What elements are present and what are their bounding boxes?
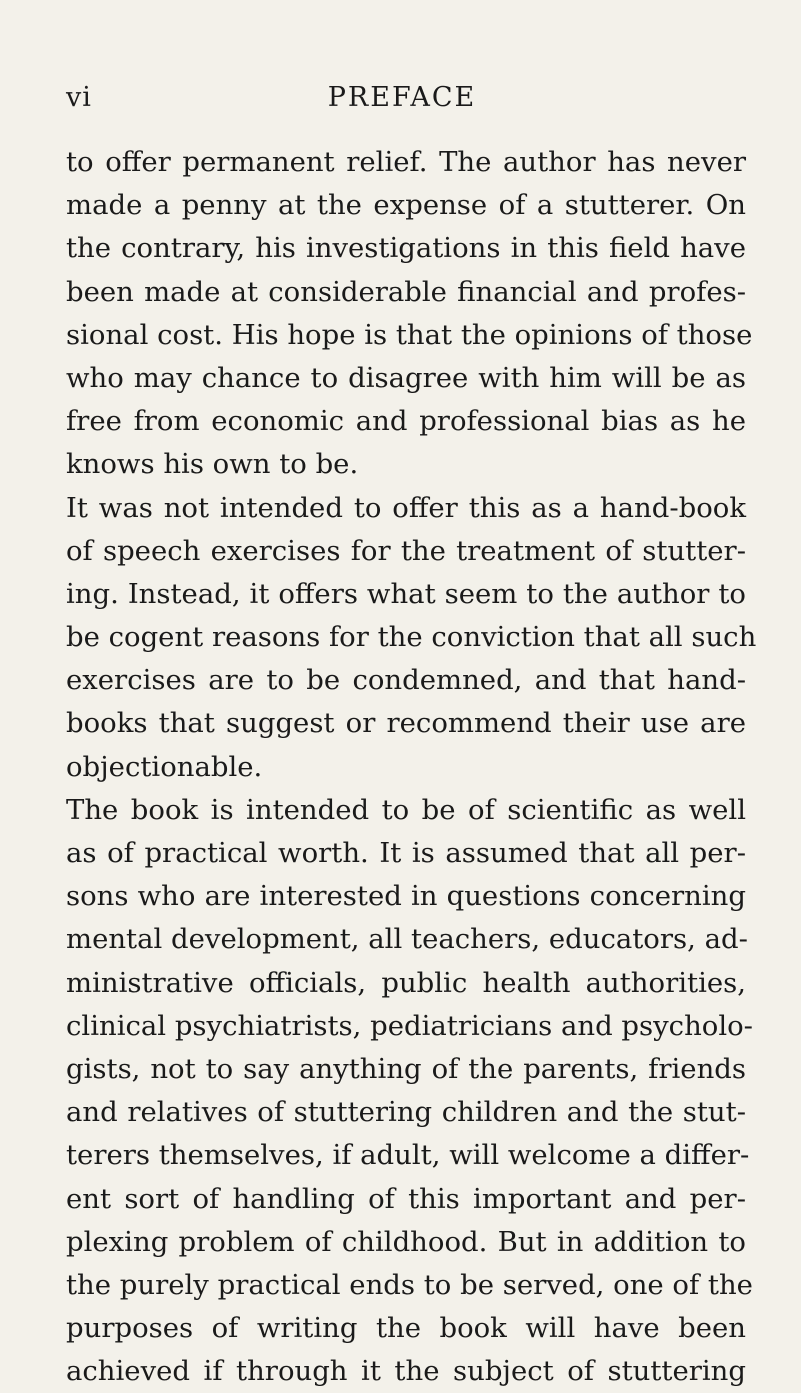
text-line: books that suggest or recommend their use are — [66, 707, 746, 740]
text-line: exercises are to be condemned, and that hand- — [66, 664, 746, 697]
page-number: vi — [66, 82, 92, 113]
running-head — [66, 82, 738, 122]
paragraph-start-line: It was not intended to offer this as a hand-book — [66, 491, 746, 524]
text-line: sional cost. His hope is that the opinions of those — [66, 318, 753, 351]
text-line: ing. Instead, it offers what seem to the author to — [66, 577, 746, 610]
text-line: knows his own to be. — [66, 448, 359, 481]
text-line: purposes of writing the book will have been — [66, 1312, 746, 1345]
text-line: who may chance to disagree with him will be as — [66, 361, 746, 394]
text-line: be cogent reasons for the conviction that all such — [66, 621, 757, 654]
text-line: free from economic and professional bias as he — [66, 405, 746, 438]
text-line: achieved if through it the subject of stuttering — [66, 1355, 746, 1388]
running-title: PREFACE — [327, 82, 477, 113]
text-line: been made at considerable financial and profes- — [66, 275, 746, 308]
text-line: mental development, all teachers, educators, ad- — [66, 923, 748, 956]
body-text — [66, 141, 757, 1393]
text-line: to offer permanent relief. The author has never — [66, 146, 746, 178]
text-line: terers themselves, if adult, will welcome a differ- — [66, 1139, 750, 1172]
text-line: made a penny at the expense of a stutterer. On — [66, 189, 746, 222]
text-line: plexing problem of childhood. But in addition to — [66, 1225, 746, 1258]
text-line: the contrary, his investigations in this field have — [66, 232, 746, 265]
text-line: gists, not to say anything of the parents, friends — [66, 1052, 746, 1085]
text-line: of speech exercises for the treatment of stutter- — [66, 534, 746, 567]
text-line: objectionable. — [66, 750, 263, 783]
text-line: clinical psychiatrists, pediatricians and psycholo- — [66, 1009, 753, 1042]
text-line: and relatives of stuttering children and the stut- — [66, 1096, 746, 1129]
text-line: the purely practical ends to be served, one of the — [66, 1268, 753, 1301]
text-line: as of practical worth. It is assumed that all per- — [66, 837, 746, 869]
paragraph-start-line: The book is intended to be of scientific as well — [66, 793, 746, 826]
text-line: ministrative officials, public health authorities, — [66, 966, 746, 999]
text-line: sons who are interested in questions concerning — [66, 880, 746, 913]
text-line: ent sort of handling of this important and per- — [66, 1182, 746, 1215]
